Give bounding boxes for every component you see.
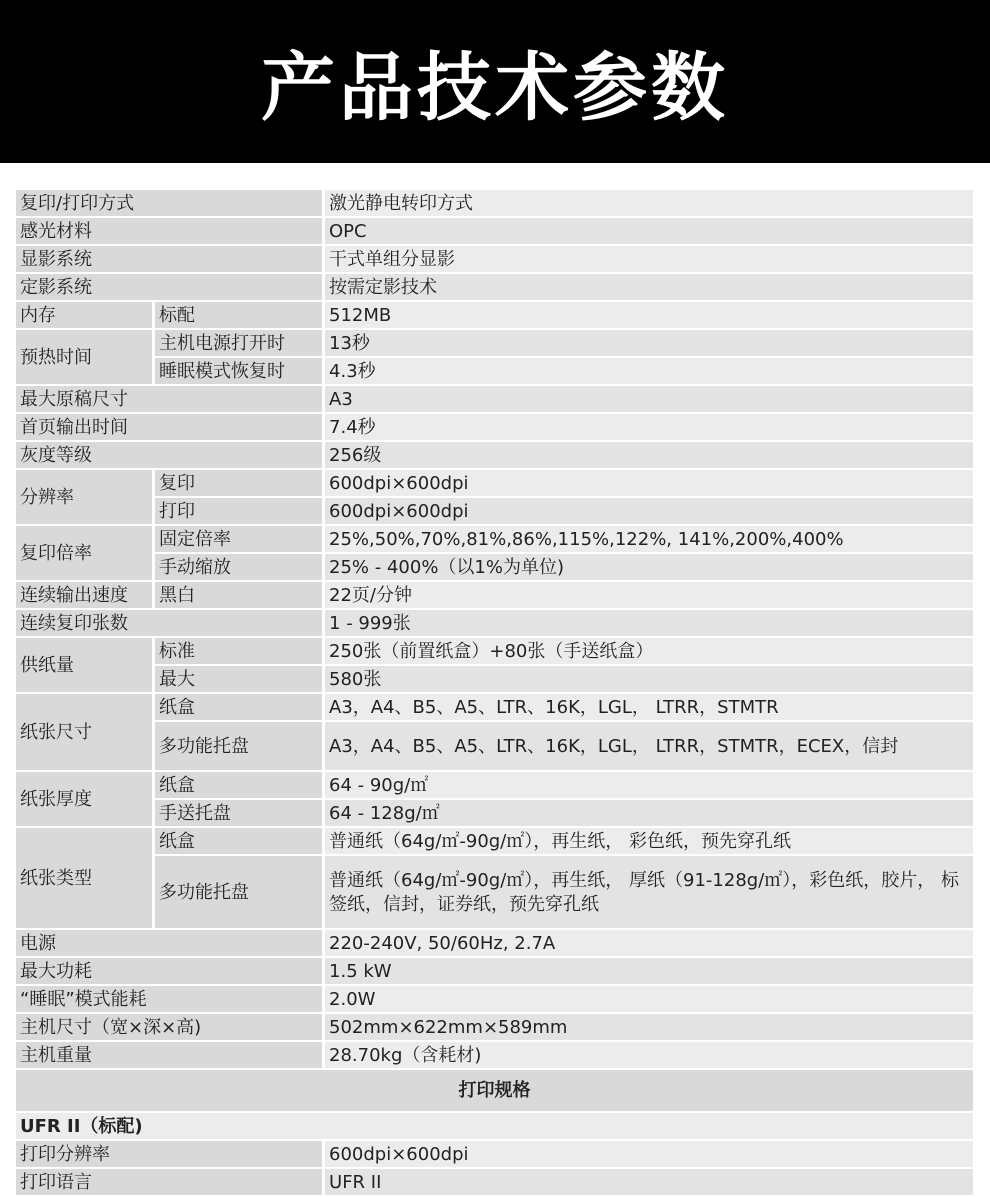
table-row (16, 856, 973, 928)
row-label: 纸张类型 (16, 828, 155, 928)
row-value: 普通纸（64g/㎡-90g/㎡），再生纸， 彩色纸，预先穿孔纸 (325, 828, 973, 854)
row-sublabel: 睡眠模式恢复时 (155, 358, 325, 384)
table-row (16, 828, 973, 854)
row-label: 纸张厚度 (16, 772, 155, 826)
table-row (16, 666, 973, 692)
row-label: 显影系统 (16, 246, 325, 272)
row-sublabel: 复印 (155, 470, 325, 496)
table-row (16, 800, 973, 826)
row-label: 主机重量 (16, 1042, 325, 1068)
row-label: 最大功耗 (16, 958, 325, 984)
row-value: 600dpi×600dpi (325, 498, 973, 524)
row-value: 250张（前置纸盒）+80张（手送纸盒） (325, 638, 973, 664)
subheading-row (16, 1113, 973, 1139)
row-sublabel: 多功能托盘 (155, 856, 325, 928)
row-label: 连续复印张数 (16, 610, 325, 636)
table-row (16, 694, 973, 720)
table-row (16, 554, 973, 580)
row-label: 供纸量 (16, 638, 155, 692)
table-row (16, 302, 973, 328)
row-value: 25% - 400%（以1%为单位) (325, 554, 973, 580)
row-value: 1 - 999张 (325, 610, 973, 636)
row-value: 4.3秒 (325, 358, 973, 384)
table-row (16, 986, 973, 1012)
row-label: “睡眠”模式能耗 (16, 986, 325, 1012)
row-label: 灰度等级 (16, 442, 325, 468)
row-value: 600dpi×600dpi (325, 1141, 973, 1167)
row-sublabel: 黑白 (155, 582, 325, 608)
row-label: 纸张尺寸 (16, 694, 155, 770)
table-row (16, 1141, 973, 1167)
table-row (16, 930, 973, 956)
row-value: OPC (325, 218, 973, 244)
row-label: 预热时间 (16, 330, 155, 384)
table-row (16, 958, 973, 984)
section-subheading: UFR II（标配) (16, 1113, 973, 1139)
table-row (16, 610, 973, 636)
row-sublabel: 标准 (155, 638, 325, 664)
row-label: 分辨率 (16, 470, 155, 524)
table-row (16, 1014, 973, 1040)
row-value: 1.5 kW (325, 958, 973, 984)
row-value: 64 - 128g/㎡ (325, 800, 973, 826)
table-row (16, 582, 973, 608)
row-sublabel: 手动缩放 (155, 554, 325, 580)
table-row (16, 1042, 973, 1068)
row-sublabel: 主机电源打开时 (155, 330, 325, 356)
row-label: 复印倍率 (16, 526, 155, 580)
table-row (16, 218, 973, 244)
page-title: 产品技术参数 (261, 44, 729, 131)
row-value: 220-240V, 50/60Hz, 2.7A (325, 930, 973, 956)
row-value: 激光静电转印方式 (325, 190, 973, 216)
row-value: A3，A4、B5、A5、LTR、16K，LGL， LTRR，STMTR (325, 694, 973, 720)
table-row (16, 470, 973, 496)
row-label: 主机尺寸（宽×深×高) (16, 1014, 325, 1040)
table-row (16, 442, 973, 468)
row-sublabel: 纸盒 (155, 828, 325, 854)
row-label: 感光材料 (16, 218, 325, 244)
row-sublabel: 最大 (155, 666, 325, 692)
row-sublabel: 多功能托盘 (155, 722, 325, 770)
row-sublabel: 手送托盘 (155, 800, 325, 826)
row-sublabel: 固定倍率 (155, 526, 325, 552)
table-row (16, 498, 973, 524)
table-row (16, 386, 973, 412)
table-row (16, 772, 973, 798)
row-value: 按需定影技术 (325, 274, 973, 300)
row-value: 28.70kg（含耗材) (325, 1042, 973, 1068)
row-value: A3 (325, 386, 973, 412)
table-row (16, 414, 973, 440)
row-sublabel: 标配 (155, 302, 325, 328)
row-label: 定影系统 (16, 274, 325, 300)
row-value: 512MB (325, 302, 973, 328)
row-value: UFR II (325, 1169, 973, 1195)
table-row (16, 722, 973, 770)
table-row (16, 274, 973, 300)
row-value: 580张 (325, 666, 973, 692)
row-label: 内存 (16, 302, 155, 328)
row-value: 普通纸（64g/㎡-90g/㎡），再生纸， 厚纸（91-128g/㎡），彩色纸，胶片， 标签纸，信封，证券纸，预先穿孔纸 (325, 856, 973, 928)
row-value: 25%,50%,70%,81%,86%,115%,122%, 141%,200%,400% (325, 526, 973, 552)
table-row (16, 1169, 973, 1195)
row-value: 64 - 90g/㎡ (325, 772, 973, 798)
spec-table (16, 188, 973, 1197)
row-value: A3，A4、B5、A5、LTR、16K，LGL， LTRR，STMTR，ECEX，信封 (325, 722, 973, 770)
table-row (16, 638, 973, 664)
row-value: 7.4秒 (325, 414, 973, 440)
row-label: 连续输出速度 (16, 582, 155, 608)
row-value: 13秒 (325, 330, 973, 356)
section-heading: 打印规格 (16, 1070, 973, 1111)
row-sublabel: 打印 (155, 498, 325, 524)
row-value: 2.0W (325, 986, 973, 1012)
row-label: 电源 (16, 930, 325, 956)
row-label: 首页输出时间 (16, 414, 325, 440)
table-row (16, 330, 973, 356)
row-label: 打印分辨率 (16, 1141, 325, 1167)
row-label: 打印语言 (16, 1169, 325, 1195)
row-sublabel: 纸盒 (155, 772, 325, 798)
table-row (16, 246, 973, 272)
table-row (16, 190, 973, 216)
table-row (16, 358, 973, 384)
row-value: 22页/分钟 (325, 582, 973, 608)
table-row (16, 526, 973, 552)
section-header-row (16, 1070, 973, 1111)
row-label: 最大原稿尺寸 (16, 386, 325, 412)
row-label: 复印/打印方式 (16, 190, 325, 216)
row-value: 600dpi×600dpi (325, 470, 973, 496)
row-value: 256级 (325, 442, 973, 468)
row-value: 干式单组分显影 (325, 246, 973, 272)
title-banner (0, 0, 990, 163)
row-sublabel: 纸盒 (155, 694, 325, 720)
row-value: 502mm×622mm×589mm (325, 1014, 973, 1040)
